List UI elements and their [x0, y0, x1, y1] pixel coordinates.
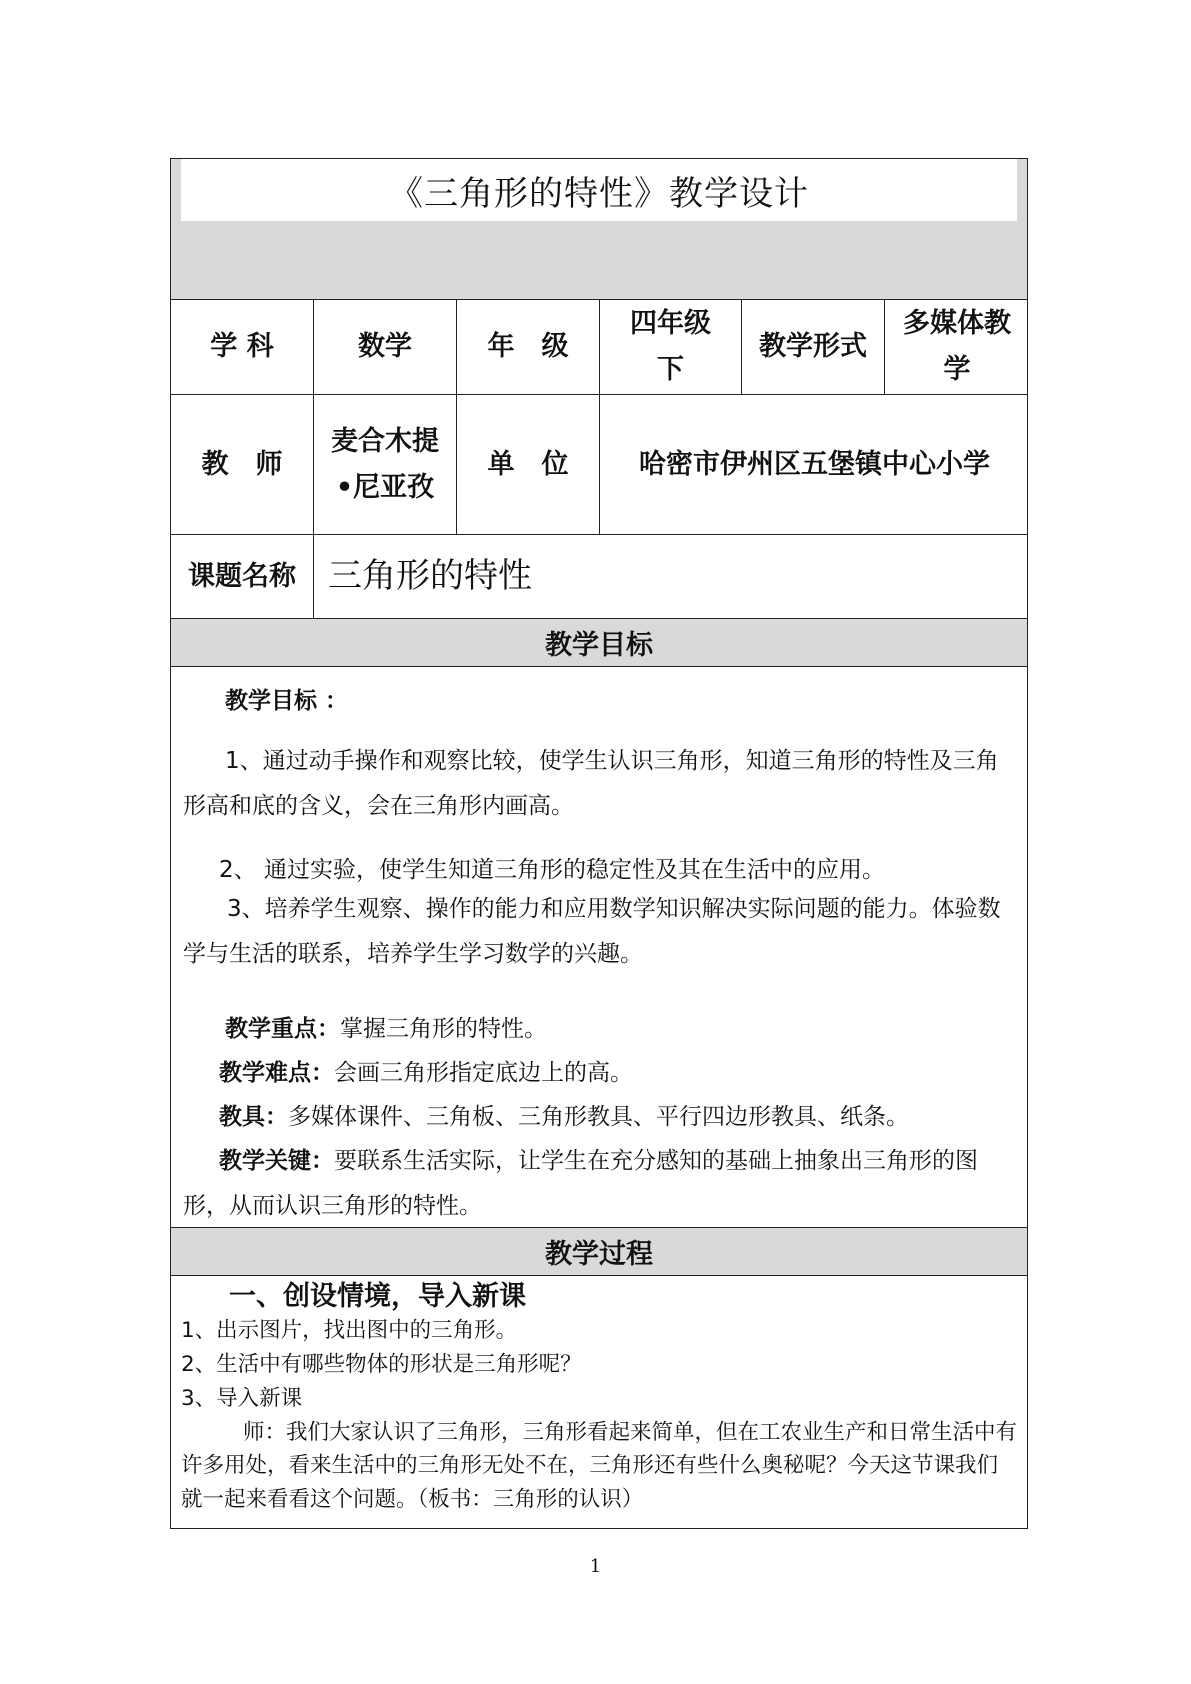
- teacher-label: 教 师: [201, 448, 283, 480]
- grade-value: 四年级下: [599, 300, 741, 394]
- teacher-value: 麦合木提•尼亚孜: [313, 395, 456, 534]
- page-number: 1: [589, 1556, 602, 1577]
- objectives-heading: 教学目标 ：: [225, 688, 349, 714]
- goal-3: 3、培养学生观察、操作的能力和应用数学知识解决实际问题的能力。体验数学与生活的联系，培养学生学习数学的兴趣。: [183, 896, 1001, 967]
- lesson-value: 三角形的特性: [313, 535, 1029, 618]
- lesson-label: 课题名称: [188, 560, 296, 592]
- process-step-3: 3、导入新课: [181, 1386, 303, 1411]
- form-label: 教学形式: [741, 300, 884, 394]
- form-value: 多媒体教学: [884, 300, 1029, 394]
- goal-1: 1、通过动手操作和观察比较，使学生认识三角形，知道三角形的特性及三角形高和底的含义，会在三角形内画高。: [183, 748, 999, 819]
- teacher-speech: 师：我们大家认识了三角形，三角形看起来简单，但在工农业生产和日常生活中有许多用处，看来生活中的三角形无处不在，三角形还有些什么奥秘呢？今天这节课我们就一起来看看这个问题。（板书：三角形的认识）: [181, 1420, 1018, 1512]
- unit-label: 单 位: [456, 395, 599, 534]
- info-row-teacher: [171, 394, 1027, 534]
- teaching-key: 教学重点：掌握三角形的特性。: [225, 1016, 547, 1042]
- lesson-plan-table: [170, 158, 1028, 1529]
- objectives-header: 教学目标: [171, 618, 1027, 666]
- unit-value: 哈密市伊州区五堡镇中心小学: [599, 395, 1029, 534]
- grade-label: 年 级: [456, 300, 599, 394]
- objectives-body: [171, 666, 1027, 1227]
- teaching-difficulty: 教学难点：会画三角形指定底边上的高。: [219, 1060, 633, 1086]
- process-step-2: 2、生活中有哪些物体的形状是三角形呢？: [181, 1352, 582, 1377]
- subject-value: 数学: [313, 300, 456, 394]
- title-row: [171, 159, 1027, 299]
- process-header: 教学过程: [171, 1227, 1027, 1275]
- info-row-subject: [171, 299, 1027, 394]
- process-body: [171, 1275, 1027, 1530]
- document-title: 《三角形的特性》教学设计: [181, 159, 1017, 221]
- teaching-crux: 教学关键：要联系生活实际，让学生在充分感知的基础上抽象出三角形的图形，从而认识三角形的特性。: [183, 1148, 978, 1219]
- goal-2: 2、 通过实验，使学生知道三角形的稳定性及其在生活中的应用。: [219, 857, 885, 883]
- info-row-lesson: [171, 534, 1027, 618]
- process-part1-heading: 一、创设情境，导入新课: [229, 1281, 526, 1312]
- teaching-tools: 教具：多媒体课件、三角板、三角形教具、平行四边形教具、纸条。: [219, 1104, 909, 1130]
- process-step-1: 1、出示图片，找出图中的三角形。: [181, 1318, 518, 1343]
- subject-label: 学 科: [210, 331, 274, 363]
